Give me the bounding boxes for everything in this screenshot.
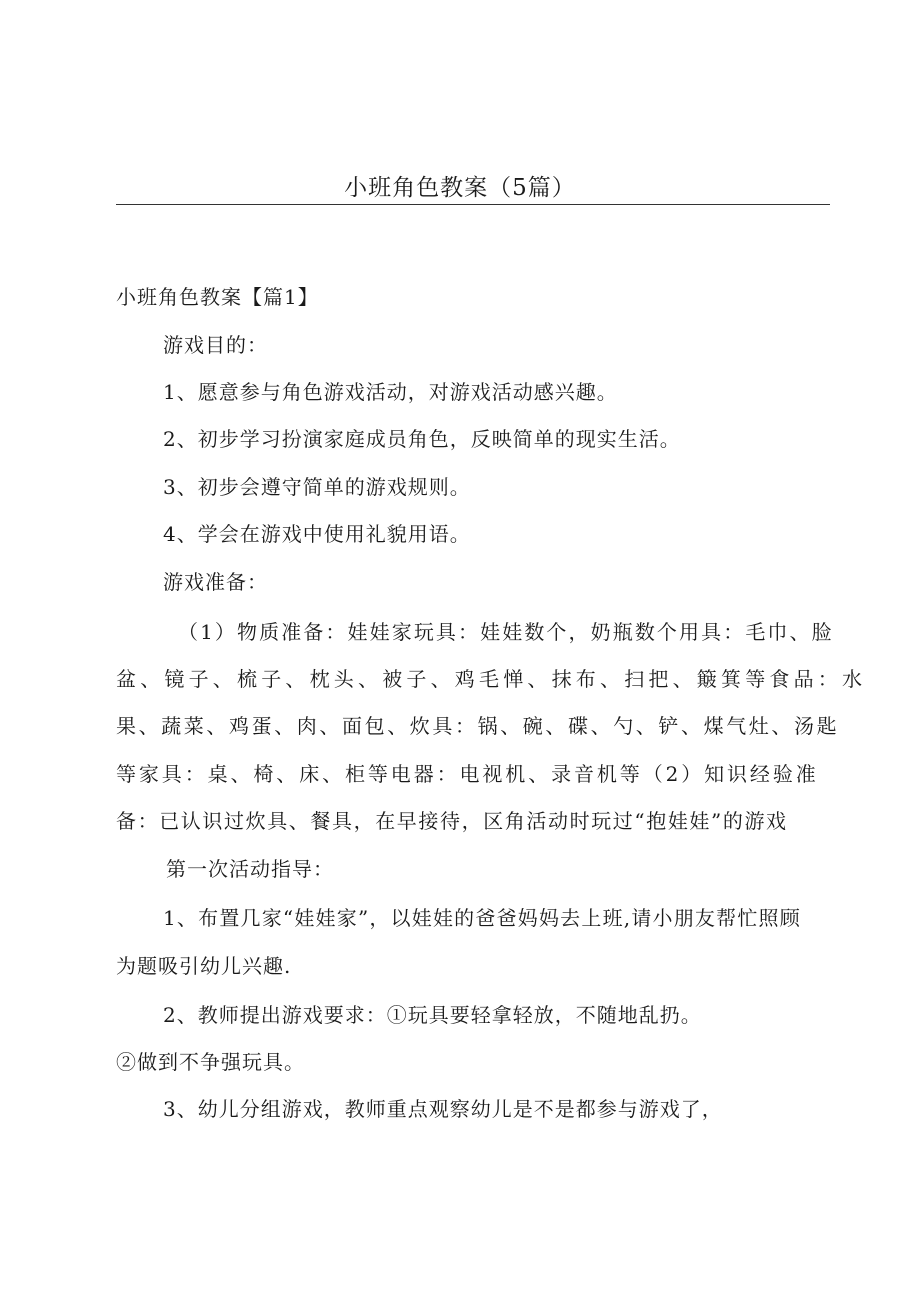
paragraph-line: 1、愿意参与角色游戏活动，对游戏活动感兴趣。 [163, 380, 618, 404]
paragraph-line: 等家具：桌、椅、床、柜等电器：电视机、录音机等（2）知识经验准 [116, 762, 819, 786]
paragraph-line: 3、初步会遵守简单的游戏规则。 [163, 475, 471, 499]
paragraph-line: 2、教师提出游戏要求：①玩具要轻拿轻放，不随地乱扔。 [163, 1003, 702, 1027]
paragraph-line: （1）物质准备：娃娃家玩具：娃娃数个，奶瓶数个用具：毛巾、脸 [178, 620, 834, 644]
paragraph-line: 果、蔬菜、鸡蛋、肉、面包、炊具：锅、碗、碟、勺、铲、煤气灶、汤匙 [116, 714, 840, 738]
paragraph-line: ②做到不争强玩具。 [116, 1050, 305, 1074]
paragraph-line: 为题吸引幼儿兴趣. [116, 954, 292, 978]
section-heading: 小班角色教案【篇1】 [116, 285, 319, 309]
paragraph-line: 备：已认识过炊具、餐具，在早接待，区角活动时玩过“抱娃娃”的游戏 [116, 809, 788, 833]
paragraph-line: 第一次活动指导： [166, 857, 334, 881]
document-title: 小班角色教案（5篇） [344, 175, 576, 201]
title-underline [116, 204, 830, 205]
paragraph-line: 4、学会在游戏中使用礼貌用语。 [163, 522, 471, 546]
paragraph-line: 2、初步学习扮演家庭成员角色，反映简单的现实生活。 [163, 427, 681, 451]
paragraph-line: 3、幼儿分组游戏，教师重点观察幼儿是不是都参与游戏了， [163, 1097, 723, 1121]
paragraph-line: 1、布置几家“娃娃家”，以娃娃的爸爸妈妈去上班,请小朋友帮忙照顾 [163, 906, 801, 930]
paragraph-line: 盆、镜子、梳子、枕头、被子、鸡毛惮、抹布、扫把、簸箕等食品：水 [116, 667, 867, 691]
paragraph-line: 游戏准备： [163, 570, 268, 594]
paragraph-line: 游戏目的： [163, 333, 268, 357]
